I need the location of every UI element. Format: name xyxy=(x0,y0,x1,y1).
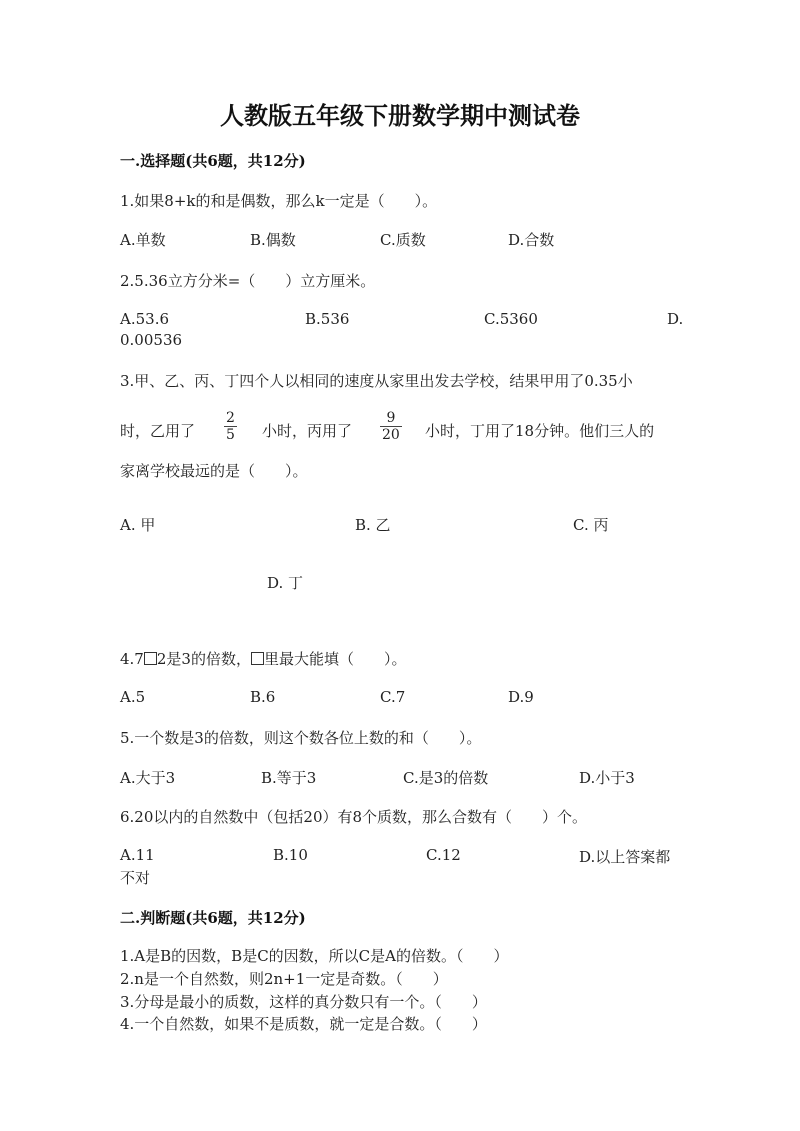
question-3-line-2c: 小时，丁用了18分钟。他们三人的 xyxy=(425,422,655,440)
q4-option-b: B.6 xyxy=(250,688,276,706)
fraction-2-denominator: 20 xyxy=(382,427,400,443)
question-6: 6.20以内的自然数中（包括20）有8个质数，那么合数有（ ）个。 xyxy=(120,808,588,826)
q4-option-d: D.9 xyxy=(508,688,534,706)
q1-option-b: B.偶数 xyxy=(250,231,296,249)
fraction-1-denominator: 5 xyxy=(226,427,235,443)
q2-option-c: C.5360 xyxy=(484,310,538,328)
judge-item-2: 2.n是一个自然数，则2n+1一定是奇数。（ ） xyxy=(120,970,448,988)
page-title: 人教版五年级下册数学期中测试卷 xyxy=(220,101,580,130)
q5-option-c: C.是3的倍数 xyxy=(403,769,489,787)
question-5: 5.一个数是3的倍数，则这个数各位上数的和（ ）。 xyxy=(120,729,482,747)
question-3-line-1: 3.甲、乙、丙、丁四个人以相同的速度从家里出发去学校，结果甲用了0.35小 xyxy=(120,372,633,390)
question-4-part-a: 4.7 xyxy=(120,650,144,668)
question-4 xyxy=(120,648,406,669)
q2-option-d-wrap: 0.00536 xyxy=(120,331,183,349)
q2-option-b: B.536 xyxy=(305,310,350,328)
q5-option-a: A.大于3 xyxy=(120,769,176,787)
q6-option-a: A.11 xyxy=(120,846,155,864)
judge-item-4: 4.一个自然数，如果不是质数，就一定是合数。（ ） xyxy=(120,1015,487,1033)
question-4-part-b: 2是3的倍数， xyxy=(156,650,251,668)
q1-option-d: D.合数 xyxy=(508,231,555,249)
q3-option-c: C. 丙 xyxy=(573,516,609,534)
section-heading-judge: 二.判断题(共6题，共12分) xyxy=(120,909,306,927)
question-3-line-2b: 小时，丙用了 xyxy=(262,422,353,440)
q3-option-d: D. 丁 xyxy=(267,574,304,592)
q2-option-d: D. xyxy=(667,310,684,328)
judge-item-1: 1.A是B的因数，B是C的因数，所以C是A的倍数。（ ） xyxy=(120,947,509,965)
q6-option-d: D.以上答案都 xyxy=(579,848,671,866)
blank-square-icon xyxy=(144,652,157,665)
q5-option-d: D.小于3 xyxy=(579,769,635,787)
fraction-1-numerator: 2 xyxy=(226,410,235,426)
q2-option-a: A.53.6 xyxy=(120,310,169,328)
q6-option-b: B.10 xyxy=(273,846,308,864)
q6-option-c: C.12 xyxy=(426,846,461,864)
question-1: 1.如果8+k的和是偶数，那么k一定是（ ）。 xyxy=(120,192,438,210)
q4-option-c: C.7 xyxy=(380,688,406,706)
q4-option-a: A.5 xyxy=(120,688,146,706)
fraction-2-numerator: 9 xyxy=(380,410,402,427)
section-heading-choice: 一.选择题(共6题，共12分) xyxy=(120,152,306,170)
question-3-line-2a: 时，乙用了 xyxy=(120,422,196,440)
q1-option-c: C.质数 xyxy=(380,231,426,249)
question-2: 2.5.36立方分米=（ ）立方厘米。 xyxy=(120,272,376,290)
q3-option-b: B. 乙 xyxy=(355,516,391,534)
question-3-line-3: 家离学校最远的是（ ）。 xyxy=(120,462,308,480)
q5-option-b: B.等于3 xyxy=(261,769,317,787)
judge-item-3: 3.分母是最小的质数，这样的真分数只有一个。（ ） xyxy=(120,993,487,1011)
question-4-part-c: 里最大能填（ ）。 xyxy=(263,650,407,668)
fraction-nine-twentieths xyxy=(380,410,402,443)
q3-option-a: A. 甲 xyxy=(120,516,156,534)
blank-square-icon xyxy=(251,652,264,665)
q6-option-d-wrap: 不对 xyxy=(120,869,151,887)
q1-option-a: A.单数 xyxy=(120,231,166,249)
fraction-two-fifths xyxy=(224,410,237,443)
